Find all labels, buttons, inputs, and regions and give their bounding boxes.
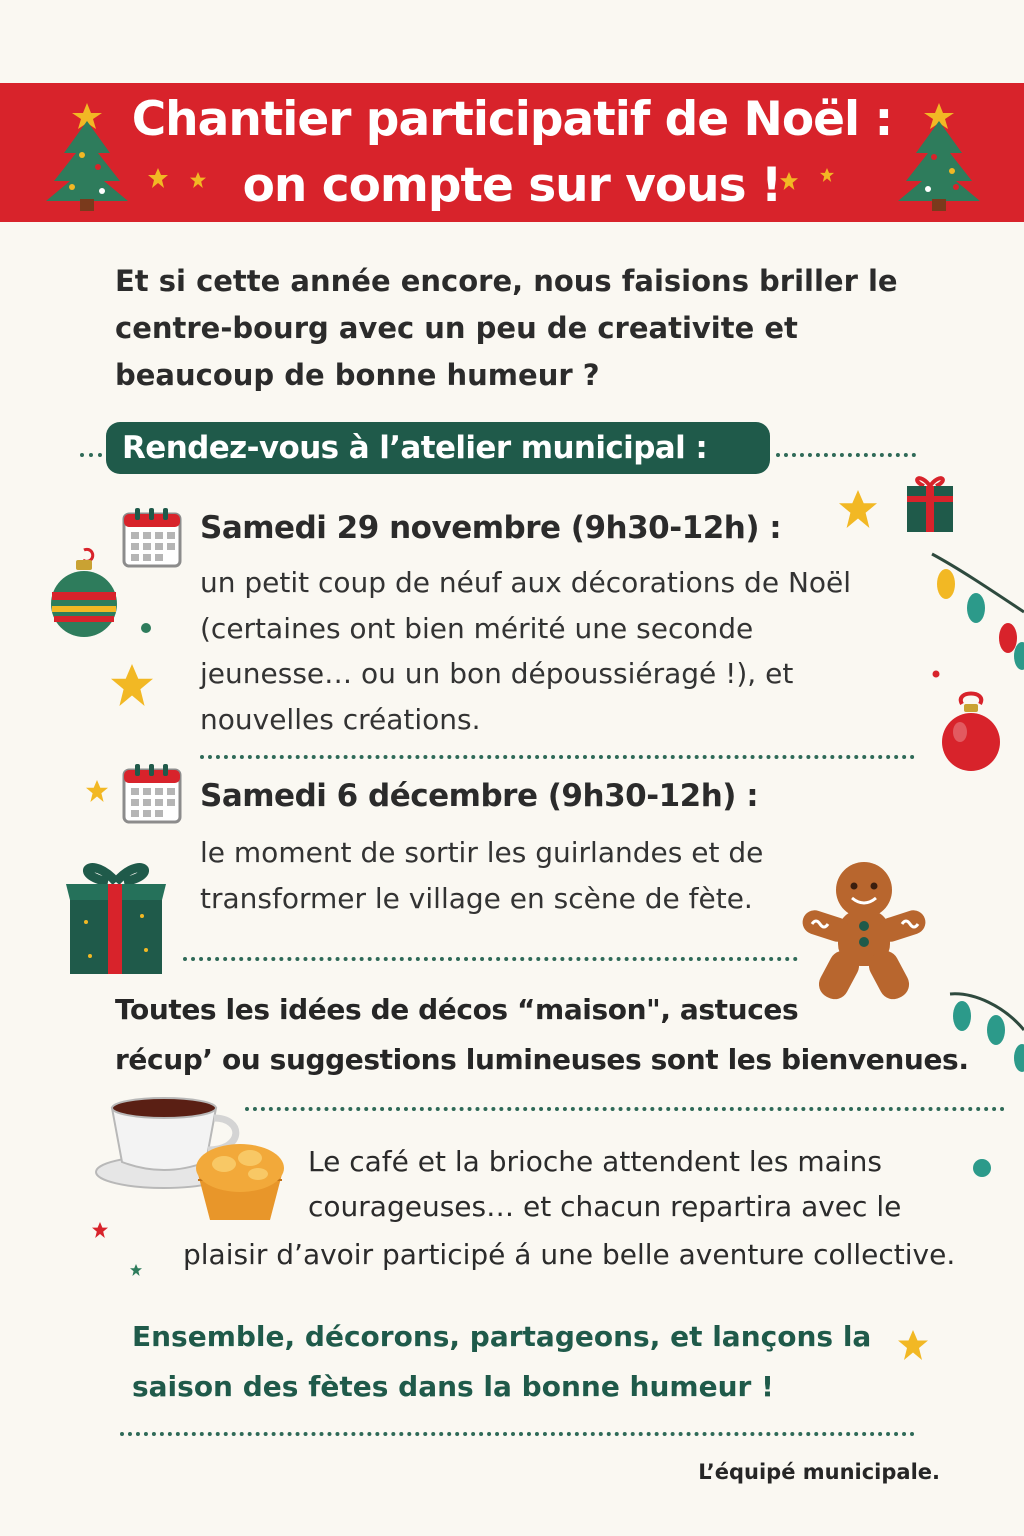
divider <box>80 453 102 457</box>
page-title-line-2: on compte sur vous ! <box>242 158 782 213</box>
event-2-heading: Samedi 6 décembre (9h30-12h) : <box>200 778 759 814</box>
calendar-icon <box>122 762 182 824</box>
christmas-tree-icon <box>42 95 132 213</box>
star-icon <box>838 490 878 528</box>
signature: L’équipé municipale. <box>698 1460 940 1484</box>
intro-paragraph: Et si cette année encore, nous faisions briller le centre-bourg avec un peu de creativite et beaucoup de bonne humeur ? <box>115 264 898 392</box>
dot-decoration-icon <box>140 622 152 634</box>
coffee-line-1: Le café et la brioche attendent les mains <box>308 1145 882 1178</box>
event-1-description: un petit coup de néuf aux décorations de Noël (certaines ont bien mérité une seconde jeunesse… ou un bon dépoussiéragé !), et nouvelles créations. <box>200 566 852 736</box>
star-icon <box>820 168 834 182</box>
calendar-icon <box>122 506 182 568</box>
star-icon <box>898 1330 928 1360</box>
star-icon <box>86 780 108 802</box>
brioche-icon <box>188 1140 292 1224</box>
gift-icon <box>904 470 956 534</box>
event-1-heading: Samedi 29 novembre (9h30-12h) : <box>200 510 782 546</box>
event-2-description: le moment de sortir les guirlandes et de transformer le village en scène de fète. <box>200 836 764 915</box>
confetti-icon <box>92 1222 108 1238</box>
gingerbread-icon <box>798 858 930 1006</box>
string-lights-icon <box>928 548 1024 672</box>
christmas-tree-icon <box>894 95 984 213</box>
star-icon <box>780 172 798 190</box>
dot-decoration-icon <box>932 670 940 678</box>
dot-decoration-icon <box>972 1158 992 1178</box>
ornament-icon <box>940 690 1002 778</box>
ornament-icon <box>48 548 120 640</box>
divider <box>776 453 916 457</box>
divider <box>183 957 798 961</box>
closing-paragraph: Ensemble, décorons, partageons, et lançons la saison des fètes dans la bonne humeur ! <box>132 1320 872 1403</box>
star-icon <box>148 168 168 188</box>
divider <box>245 1107 1005 1111</box>
coffee-line-2: courageuses… et chacun repartira avec le <box>308 1190 902 1223</box>
star-icon <box>190 172 206 188</box>
coffee-line-3: plaisir d’avoir participé á une belle aventure collective. <box>183 1238 956 1271</box>
star-icon <box>110 664 154 706</box>
page-title-line-1: Chantier participatif de Noël : <box>131 92 893 147</box>
gift-icon <box>62 852 170 978</box>
string-lights-icon <box>944 986 1024 1082</box>
divider <box>120 1432 915 1436</box>
confetti-icon <box>130 1264 142 1276</box>
rendezvous-heading: Rendez-vous à l’atelier municipal : <box>106 422 770 474</box>
ideas-paragraph: Toutes les idées de décos “maison", astuces récup’ ou suggestions lumineuses sont les bienvenues. <box>115 993 969 1076</box>
divider <box>200 755 915 759</box>
